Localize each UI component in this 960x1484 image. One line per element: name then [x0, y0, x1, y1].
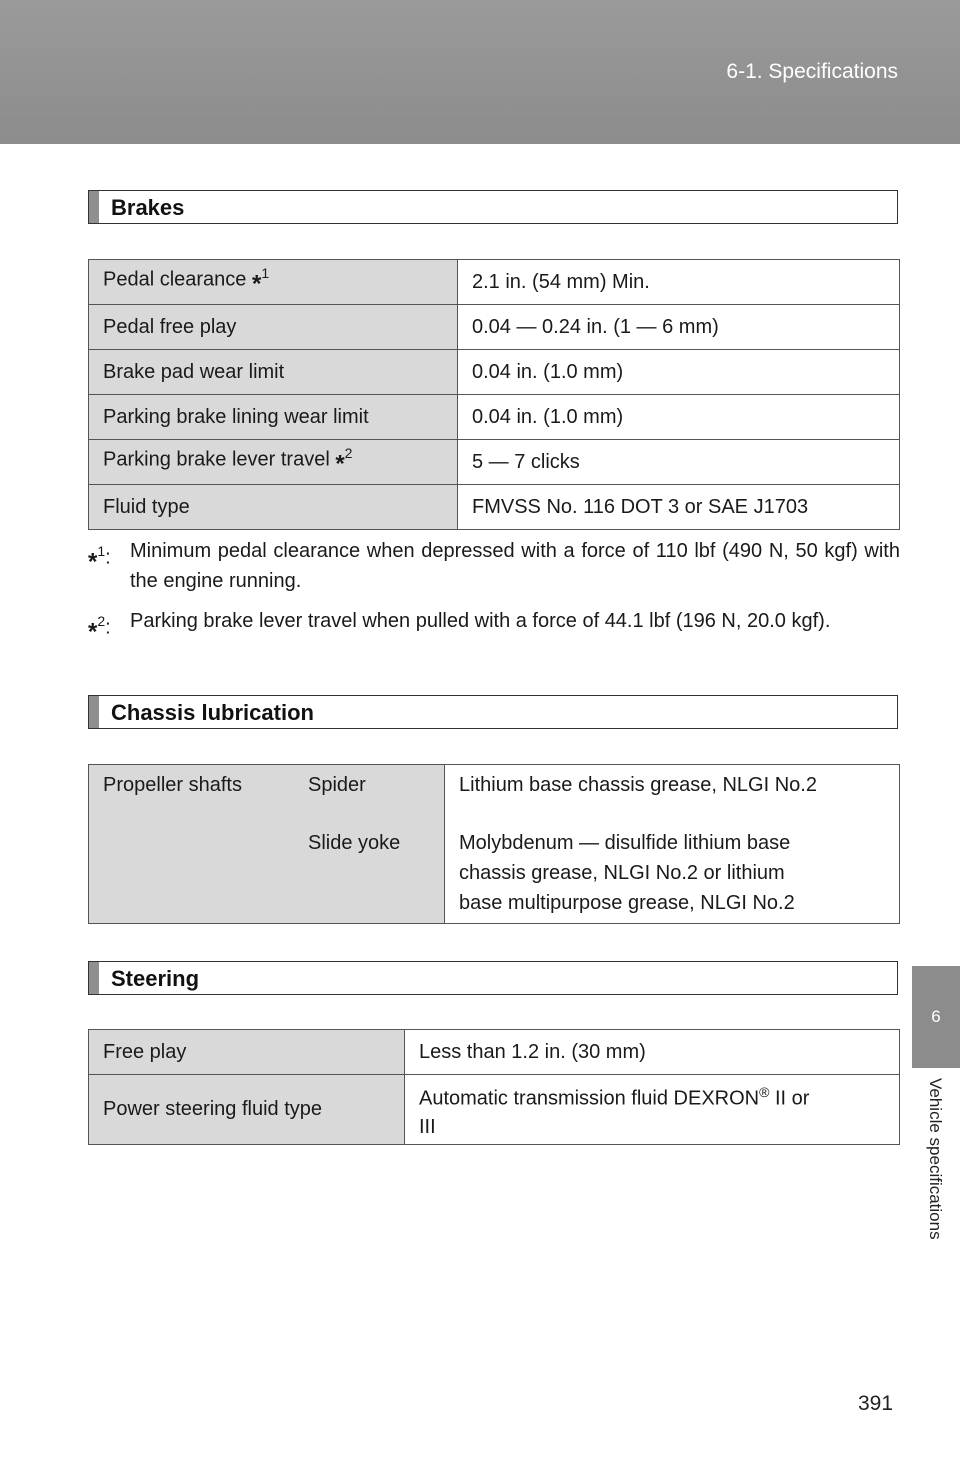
chassis-table: [88, 764, 900, 924]
chassis-part-slide-yoke: Slide yoke: [308, 832, 401, 854]
chassis-part-spider: Spider: [308, 774, 366, 796]
chapter-tab[interactable]: 6: [912, 966, 960, 1068]
table-row: [89, 350, 900, 395]
chapter-label: [912, 1068, 960, 1368]
table-row: [89, 485, 900, 530]
page-number: 391: [858, 1392, 894, 1415]
footnote-mark: *$^2$:: [88, 613, 111, 646]
table-row: [89, 440, 900, 485]
chapter-label-text: Vehicle specifications: [926, 1078, 945, 1240]
chassis-heading: [88, 695, 898, 729]
steering-table: [88, 1029, 900, 1145]
table-row: [89, 395, 900, 440]
row-key: Pedal clearance *$^1$: [89, 260, 458, 305]
footnote-text: Parking brake lever travel when pulled with a force of 44.1 lbf (196 N, 20.0 kgf).: [130, 610, 831, 632]
row-value: 0.04 in. (1.0 mm): [458, 350, 900, 395]
footnote-2: [88, 606, 900, 646]
row-value: Less than 1.2 in. (30 mm): [405, 1030, 900, 1075]
row-value: 2.1 in. (54 mm) Min.: [458, 260, 900, 305]
row-key: Parking brake lining wear limit: [89, 395, 458, 440]
brakes-heading-label: Brakes: [111, 195, 185, 220]
row-value: Automatic transmission fluid DEXRON® II or III: [405, 1075, 900, 1145]
footnote-text: Minimum pedal clearance when depressed with a force of 110 lbf (490 N, 50 kgf) with the engine running.: [130, 540, 900, 592]
section-title: 6-1. Specifications: [726, 60, 898, 83]
heading-bar: [89, 962, 99, 994]
page-header: [0, 0, 960, 144]
heading-bar: [89, 696, 99, 728]
row-key: Power steering fluid type: [89, 1075, 405, 1145]
row-key: Fluid type: [89, 485, 458, 530]
heading-bar: [89, 191, 99, 223]
chassis-value-spider: Lithium base chassis grease, NLGI No.2: [459, 774, 817, 796]
row-value: FMVSS No. 116 DOT 3 or SAE J1703: [458, 485, 900, 530]
footnote-1: [88, 536, 900, 596]
chassis-heading-label: Chassis lubrication: [111, 700, 314, 725]
table-row: [89, 260, 900, 305]
chassis-value-slide-yoke: Molybdenum — disulfide lithium base chassis grease, NLGI No.2 or lithium base multipurpose grease, NLGI No.2: [459, 832, 795, 914]
row-key: Brake pad wear limit: [89, 350, 458, 395]
row-value: 5 — 7 clicks: [458, 440, 900, 485]
steering-heading-label: Steering: [111, 966, 200, 991]
table-row: [89, 1030, 900, 1075]
brakes-heading: [88, 190, 898, 224]
chassis-item: Propeller shafts: [103, 774, 242, 796]
row-key: Free play: [89, 1030, 405, 1075]
brakes-table: [88, 259, 900, 530]
table-row: [89, 305, 900, 350]
row-value: 0.04 in. (1.0 mm): [458, 395, 900, 440]
table-row: [89, 1075, 900, 1145]
row-value: 0.04 — 0.24 in. (1 — 6 mm): [458, 305, 900, 350]
steering-heading: [88, 961, 898, 995]
row-key: Parking brake lever travel *$^2$: [89, 440, 458, 485]
footnote-mark: *$^1$:: [88, 543, 111, 576]
row-key: Pedal free play: [89, 305, 458, 350]
